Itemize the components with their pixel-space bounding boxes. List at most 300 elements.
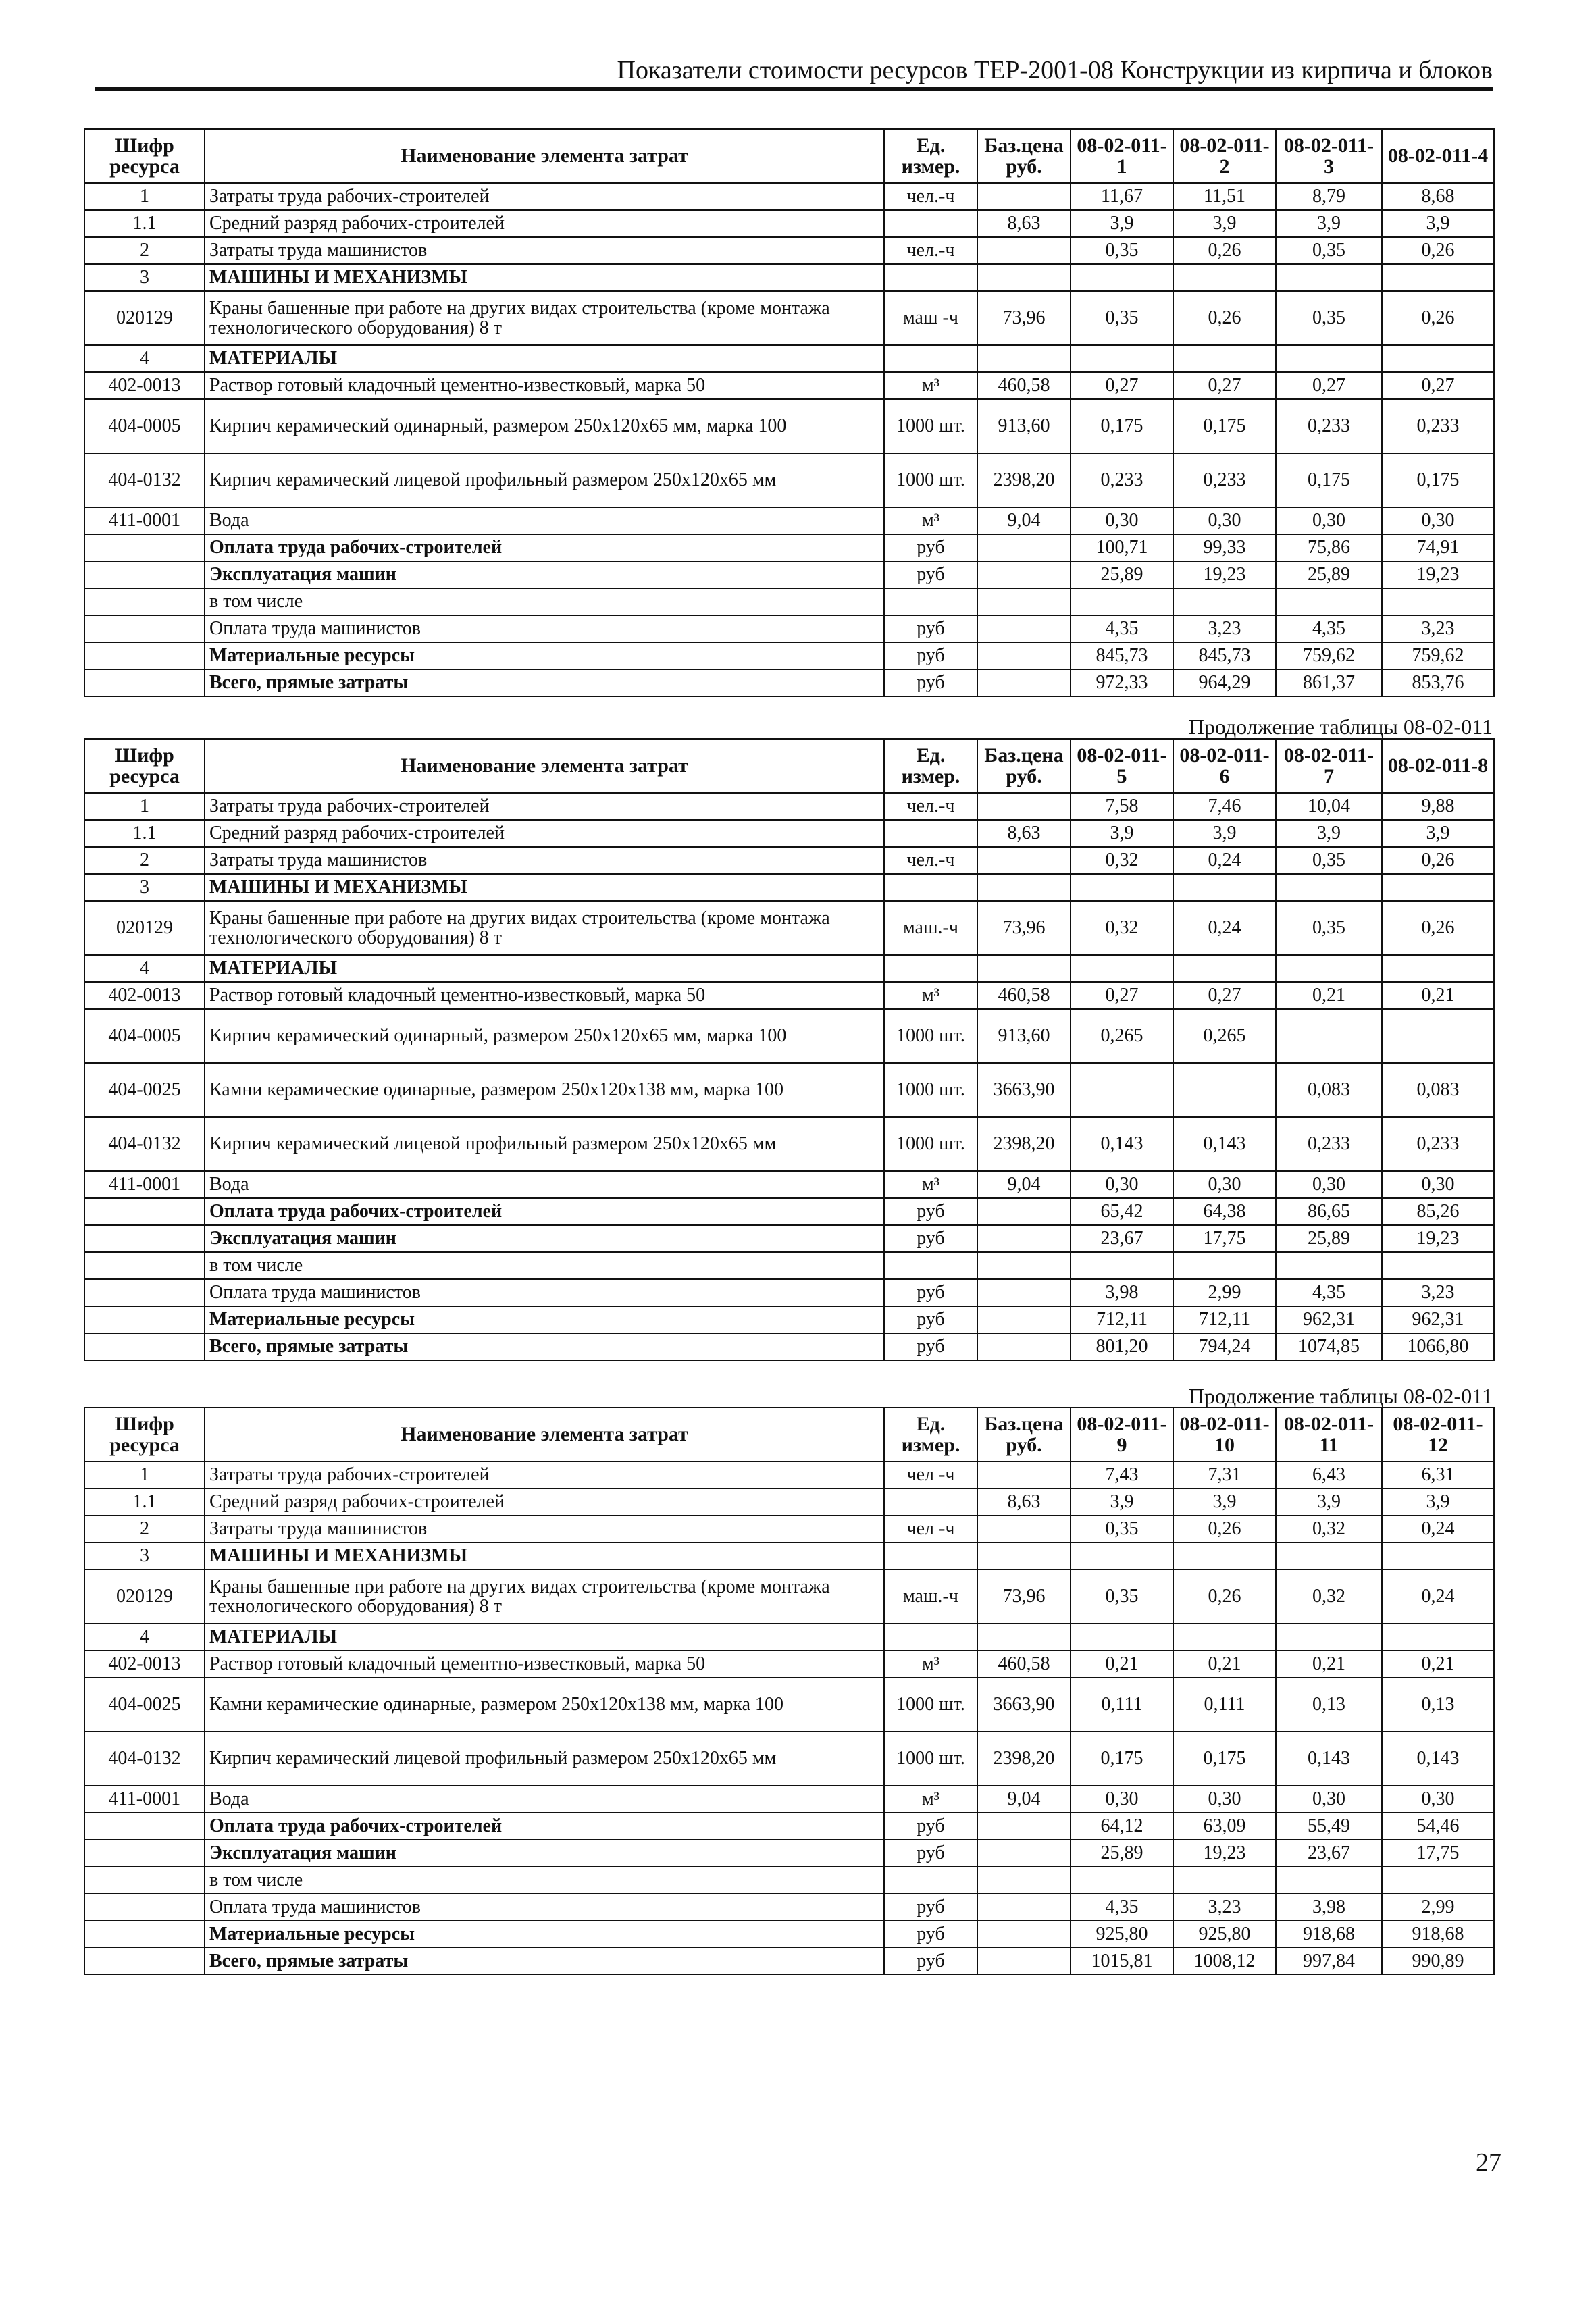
table-row — [84, 1732, 1494, 1786]
table-row — [84, 453, 1494, 507]
norm-value — [1071, 1624, 1173, 1651]
norm-value — [1276, 1867, 1382, 1894]
table-row — [84, 1225, 1494, 1252]
norm-value: 19,23 — [1173, 561, 1276, 588]
table-row — [84, 982, 1494, 1009]
header-norm-code: 08-02-011-7 — [1276, 739, 1382, 793]
cost-element-name: МАШИНЫ И МЕХАНИЗМЫ — [205, 1543, 884, 1570]
norm-value — [1173, 588, 1276, 615]
resource-code: 020129 — [84, 1570, 205, 1624]
resource-code — [84, 615, 205, 642]
resource-code: 4 — [84, 1624, 205, 1651]
unit-of-measure: 1000 шт. — [884, 1117, 977, 1171]
resource-code: 020129 — [84, 291, 205, 345]
base-price: 460,58 — [977, 372, 1071, 399]
norm-value: 0,26 — [1382, 901, 1494, 955]
norm-value — [1382, 874, 1494, 901]
norm-value: 0,175 — [1382, 453, 1494, 507]
norm-value: 4,35 — [1071, 1894, 1173, 1921]
norm-value: 0,21 — [1382, 1651, 1494, 1678]
norm-value: 25,89 — [1071, 1840, 1173, 1867]
base-price — [977, 1948, 1071, 1975]
norm-value: 8,68 — [1382, 183, 1494, 210]
norm-value: 7,31 — [1173, 1462, 1276, 1489]
header-code: Шифр ресурса — [84, 129, 205, 183]
header-unit: Ед. измер. — [884, 129, 977, 183]
resource-code — [84, 1813, 205, 1840]
table-row — [84, 507, 1494, 534]
resource-code: 4 — [84, 345, 205, 372]
norm-value: 0,35 — [1276, 901, 1382, 955]
norm-value: 99,33 — [1173, 534, 1276, 561]
header-norm-code: 08-02-011-9 — [1071, 1407, 1173, 1462]
resource-code: 404-0025 — [84, 1678, 205, 1732]
resource-code: 2 — [84, 1516, 205, 1543]
cost-element-name: Эксплуатация машин — [205, 1225, 884, 1252]
cost-element-name: Материальные ресурсы — [205, 642, 884, 669]
table-row — [84, 1333, 1494, 1360]
norm-value: 7,43 — [1071, 1462, 1173, 1489]
norm-value: 0,32 — [1276, 1516, 1382, 1543]
resource-code — [84, 1867, 205, 1894]
header-norm-code: 08-02-011-10 — [1173, 1407, 1276, 1462]
resource-code: 1.1 — [84, 210, 205, 237]
norm-value: 3,9 — [1382, 210, 1494, 237]
norm-value — [1382, 1543, 1494, 1570]
table-row — [84, 1009, 1494, 1063]
norm-value: 0,175 — [1173, 399, 1276, 453]
unit-of-measure: чел -ч — [884, 1462, 977, 1489]
base-price — [977, 1306, 1071, 1333]
unit-of-measure: руб — [884, 1333, 977, 1360]
base-price — [977, 847, 1071, 874]
norm-value: 0,175 — [1071, 399, 1173, 453]
table-row — [84, 1570, 1494, 1624]
header-norm-code: 08-02-011-8 — [1382, 739, 1494, 793]
table-row — [84, 210, 1494, 237]
norm-value — [1071, 874, 1173, 901]
unit-of-measure: руб — [884, 642, 977, 669]
base-price — [977, 1867, 1071, 1894]
unit-of-measure: чел -ч — [884, 1516, 977, 1543]
cost-element-name: Эксплуатация машин — [205, 1840, 884, 1867]
norm-value: 8,79 — [1276, 183, 1382, 210]
unit-of-measure: руб — [884, 1921, 977, 1948]
table-row — [84, 399, 1494, 453]
unit-of-measure: 1000 шт. — [884, 1678, 977, 1732]
base-price: 8,63 — [977, 210, 1071, 237]
resource-code — [84, 1198, 205, 1225]
norm-value: 3,23 — [1173, 1894, 1276, 1921]
cost-element-name: Раствор готовый кладочный цементно-известковый, марка 50 — [205, 982, 884, 1009]
resource-code: 1 — [84, 183, 205, 210]
norm-value: 0,27 — [1382, 372, 1494, 399]
table-row — [84, 1489, 1494, 1516]
cost-element-name: Затраты труда рабочих-строителей — [205, 1462, 884, 1489]
table-row — [84, 1543, 1494, 1570]
norm-value: 0,24 — [1173, 847, 1276, 874]
resource-code: 402-0013 — [84, 982, 205, 1009]
norm-value: 0,30 — [1173, 1786, 1276, 1813]
resource-code — [84, 1840, 205, 1867]
norm-value: 25,89 — [1276, 1225, 1382, 1252]
norm-value: 0,21 — [1276, 1651, 1382, 1678]
resource-code: 404-0025 — [84, 1063, 205, 1117]
norm-value: 100,71 — [1071, 534, 1173, 561]
norm-value: 0,35 — [1276, 291, 1382, 345]
norm-value: 85,26 — [1382, 1198, 1494, 1225]
header-name: Наименование элемента затрат — [205, 739, 884, 793]
table-row — [84, 669, 1494, 696]
unit-of-measure: 1000 шт. — [884, 1732, 977, 1786]
header-norm-code: 08-02-011-11 — [1276, 1407, 1382, 1462]
base-price — [977, 183, 1071, 210]
unit-of-measure: руб — [884, 1225, 977, 1252]
norm-value — [1071, 588, 1173, 615]
norm-value — [1173, 1624, 1276, 1651]
norm-value: 0,30 — [1173, 507, 1276, 534]
norm-value: 1015,81 — [1071, 1948, 1173, 1975]
resource-code: 404-0005 — [84, 399, 205, 453]
resource-code: 404-0132 — [84, 1117, 205, 1171]
resource-code — [84, 1333, 205, 1360]
resource-code: 402-0013 — [84, 1651, 205, 1678]
cost-element-name: Средний разряд рабочих-строителей — [205, 1489, 884, 1516]
table-row — [84, 874, 1494, 901]
norm-value: 0,24 — [1382, 1570, 1494, 1624]
unit-of-measure: чел.-ч — [884, 237, 977, 264]
header-norm-code: 08-02-011-6 — [1173, 739, 1276, 793]
header-norm-code: 08-02-011-3 — [1276, 129, 1382, 183]
norm-value: 0,35 — [1071, 291, 1173, 345]
header-name: Наименование элемента затрат — [205, 1407, 884, 1462]
norm-value: 925,80 — [1173, 1921, 1276, 1948]
norm-value: 712,11 — [1173, 1306, 1276, 1333]
resource-code: 2 — [84, 237, 205, 264]
norm-value: 63,09 — [1173, 1813, 1276, 1840]
cost-element-name: МАТЕРИАЛЫ — [205, 1624, 884, 1651]
cost-element-name: Затраты труда рабочих-строителей — [205, 183, 884, 210]
cost-element-name: Краны башенные при работе на других видах строительства (кроме монтажа технологического оборудования) 8 т — [205, 901, 884, 955]
resource-code — [84, 1306, 205, 1333]
cost-element-name: Краны башенные при работе на других видах строительства (кроме монтажа технологического оборудования) 8 т — [205, 1570, 884, 1624]
base-price: 913,60 — [977, 1009, 1071, 1063]
base-price — [977, 264, 1071, 291]
table-row — [84, 847, 1494, 874]
norm-value: 11,67 — [1071, 183, 1173, 210]
unit-of-measure: руб — [884, 1840, 977, 1867]
cost-element-name: Затраты труда машинистов — [205, 1516, 884, 1543]
norm-value: 0,32 — [1071, 901, 1173, 955]
table-row — [84, 372, 1494, 399]
table-row — [84, 820, 1494, 847]
norm-value — [1173, 345, 1276, 372]
norm-value: 0,26 — [1173, 237, 1276, 264]
table-row — [84, 1786, 1494, 1813]
cost-element-name: Кирпич керамический лицевой профильный размером 250х120х65 мм — [205, 1732, 884, 1786]
norm-value — [1071, 1867, 1173, 1894]
norm-value: 0,27 — [1276, 372, 1382, 399]
cost-element-name: Камни керамические одинарные, размером 250х120х138 мм, марка 100 — [205, 1063, 884, 1117]
cost-element-name: Краны башенные при работе на других видах строительства (кроме монтажа технологического оборудования) 8 т — [205, 291, 884, 345]
unit-of-measure: руб — [884, 1948, 977, 1975]
resource-code: 404-0132 — [84, 1732, 205, 1786]
unit-of-measure: м³ — [884, 1171, 977, 1198]
norm-value — [1173, 1543, 1276, 1570]
table-row — [84, 291, 1494, 345]
header-norm-code: 08-02-011-5 — [1071, 739, 1173, 793]
norm-value: 972,33 — [1071, 669, 1173, 696]
header-norm-code: 08-02-011-1 — [1071, 129, 1173, 183]
norm-value: 0,143 — [1173, 1117, 1276, 1171]
base-price: 8,63 — [977, 820, 1071, 847]
base-price — [977, 1462, 1071, 1489]
norm-value: 0,26 — [1173, 1516, 1276, 1543]
resource-code: 1.1 — [84, 1489, 205, 1516]
cost-element-name: Кирпич керамический лицевой профильный размером 250х120х65 мм — [205, 1117, 884, 1171]
norm-value: 962,31 — [1276, 1306, 1382, 1333]
norm-value: 0,30 — [1276, 1786, 1382, 1813]
unit-of-measure: м³ — [884, 982, 977, 1009]
norm-value: 3,9 — [1382, 820, 1494, 847]
header-rule — [95, 87, 1493, 91]
resource-code — [84, 588, 205, 615]
norm-value — [1071, 955, 1173, 982]
norm-value: 0,111 — [1071, 1678, 1173, 1732]
base-price — [977, 955, 1071, 982]
norm-value — [1173, 1867, 1276, 1894]
norm-value: 0,21 — [1276, 982, 1382, 1009]
norm-value: 6,31 — [1382, 1462, 1494, 1489]
cost-element-name: в том числе — [205, 588, 884, 615]
base-price — [977, 1624, 1071, 1651]
unit-of-measure — [884, 264, 977, 291]
norm-value: 853,76 — [1382, 669, 1494, 696]
norm-value: 0,30 — [1173, 1171, 1276, 1198]
unit-of-measure: чел.-ч — [884, 793, 977, 820]
norm-value — [1173, 1063, 1276, 1117]
table-row — [84, 237, 1494, 264]
norm-value: 11,51 — [1173, 183, 1276, 210]
table-header-row — [84, 1407, 1494, 1462]
table-row — [84, 264, 1494, 291]
base-price — [977, 588, 1071, 615]
norm-value: 0,30 — [1382, 507, 1494, 534]
norm-value: 918,68 — [1276, 1921, 1382, 1948]
norm-value: 861,37 — [1276, 669, 1382, 696]
cost-element-name: МАШИНЫ И МЕХАНИЗМЫ — [205, 264, 884, 291]
norm-value: 712,11 — [1071, 1306, 1173, 1333]
resource-code: 411-0001 — [84, 1786, 205, 1813]
table-row — [84, 345, 1494, 372]
norm-value: 997,84 — [1276, 1948, 1382, 1975]
unit-of-measure: руб — [884, 1813, 977, 1840]
unit-of-measure — [884, 588, 977, 615]
norm-value: 74,91 — [1382, 534, 1494, 561]
norm-value — [1276, 955, 1382, 982]
unit-of-measure: руб — [884, 1198, 977, 1225]
resource-code: 411-0001 — [84, 1171, 205, 1198]
cost-element-name: Оплата труда машинистов — [205, 1894, 884, 1921]
resource-code — [84, 1921, 205, 1948]
base-price — [977, 534, 1071, 561]
header-code: Шифр ресурса — [84, 1407, 205, 1462]
unit-of-measure — [884, 874, 977, 901]
table-row — [84, 1516, 1494, 1543]
norm-value: 759,62 — [1276, 642, 1382, 669]
norm-value: 0,233 — [1071, 453, 1173, 507]
resource-code — [84, 1948, 205, 1975]
norm-value: 0,26 — [1382, 237, 1494, 264]
table-row — [84, 1867, 1494, 1894]
table-row — [84, 901, 1494, 955]
norm-value: 3,9 — [1276, 210, 1382, 237]
norm-value: 0,35 — [1071, 1570, 1173, 1624]
table-row — [84, 793, 1494, 820]
page-title: Показатели стоимости ресурсов ТЕР-2001-08 Конструкции из кирпича и блоков — [617, 56, 1493, 84]
norm-value: 3,9 — [1071, 820, 1173, 847]
norm-value: 0,265 — [1071, 1009, 1173, 1063]
header-price: Баз.цена руб. — [977, 129, 1071, 183]
norm-value: 3,23 — [1382, 1279, 1494, 1306]
table-row — [84, 1813, 1494, 1840]
continuation-label-3: Продолжение таблицы 08-02-011 — [1188, 1384, 1493, 1408]
base-price — [977, 1333, 1071, 1360]
table-header-row — [84, 129, 1494, 183]
table-row — [84, 1651, 1494, 1678]
cost-element-name: МАТЕРИАЛЫ — [205, 955, 884, 982]
norm-value: 19,23 — [1382, 1225, 1494, 1252]
unit-of-measure — [884, 1252, 977, 1279]
unit-of-measure: руб — [884, 534, 977, 561]
base-price — [977, 345, 1071, 372]
resource-code: 402-0013 — [84, 372, 205, 399]
norm-value: 845,73 — [1173, 642, 1276, 669]
cost-element-name: в том числе — [205, 1252, 884, 1279]
norm-value: 0,30 — [1071, 1171, 1173, 1198]
base-price: 9,04 — [977, 507, 1071, 534]
resource-code: 020129 — [84, 901, 205, 955]
norm-value: 25,89 — [1071, 561, 1173, 588]
resource-code: 3 — [84, 1543, 205, 1570]
header-price: Баз.цена руб. — [977, 739, 1071, 793]
norm-value: 23,67 — [1276, 1840, 1382, 1867]
cost-element-name: Материальные ресурсы — [205, 1306, 884, 1333]
base-price: 2398,20 — [977, 1117, 1071, 1171]
norm-value: 25,89 — [1276, 561, 1382, 588]
norm-value: 6,43 — [1276, 1462, 1382, 1489]
table-row — [84, 1252, 1494, 1279]
unit-of-measure — [884, 210, 977, 237]
unit-of-measure: руб — [884, 1894, 977, 1921]
resource-code: 3 — [84, 874, 205, 901]
norm-value: 0,21 — [1382, 982, 1494, 1009]
norm-value: 0,233 — [1276, 1117, 1382, 1171]
norm-value: 2,99 — [1382, 1894, 1494, 1921]
norm-value: 3,9 — [1276, 820, 1382, 847]
unit-of-measure: руб — [884, 1279, 977, 1306]
resource-code — [84, 1252, 205, 1279]
unit-of-measure: м³ — [884, 507, 977, 534]
resource-code — [84, 642, 205, 669]
table-row — [84, 588, 1494, 615]
base-price — [977, 793, 1071, 820]
unit-of-measure: руб — [884, 1306, 977, 1333]
norm-value: 0,13 — [1276, 1678, 1382, 1732]
unit-of-measure: 1000 шт. — [884, 1063, 977, 1117]
norm-value: 0,27 — [1173, 982, 1276, 1009]
norm-value: 0,26 — [1382, 847, 1494, 874]
resource-code: 1 — [84, 1462, 205, 1489]
base-price: 3663,90 — [977, 1678, 1071, 1732]
norm-value — [1071, 345, 1173, 372]
cost-element-name: Затраты труда машинистов — [205, 237, 884, 264]
table-row — [84, 1624, 1494, 1651]
norm-value — [1382, 264, 1494, 291]
cost-element-name: МАШИНЫ И МЕХАНИЗМЫ — [205, 874, 884, 901]
resource-code — [84, 561, 205, 588]
norm-value: 3,98 — [1276, 1894, 1382, 1921]
cost-element-name: Средний разряд рабочих-строителей — [205, 820, 884, 847]
norm-value — [1071, 1063, 1173, 1117]
base-price: 8,63 — [977, 1489, 1071, 1516]
norm-value — [1071, 264, 1173, 291]
cost-element-name: Раствор готовый кладочный цементно-известковый, марка 50 — [205, 1651, 884, 1678]
norm-value: 4,35 — [1071, 615, 1173, 642]
cost-element-name: Вода — [205, 1171, 884, 1198]
norm-value: 0,24 — [1173, 901, 1276, 955]
header-code: Шифр ресурса — [84, 739, 205, 793]
norm-value: 54,46 — [1382, 1813, 1494, 1840]
table-row — [84, 1063, 1494, 1117]
cost-element-name: Материальные ресурсы — [205, 1921, 884, 1948]
norm-value — [1276, 264, 1382, 291]
unit-of-measure: чел.-ч — [884, 183, 977, 210]
norm-value: 0,143 — [1276, 1732, 1382, 1786]
norm-value: 3,9 — [1382, 1489, 1494, 1516]
cost-element-name: Кирпич керамический одинарный, размером 250х120х65 мм, марка 100 — [205, 1009, 884, 1063]
norm-value: 0,35 — [1071, 1516, 1173, 1543]
norm-value — [1276, 1009, 1382, 1063]
cost-element-name: Затраты труда машинистов — [205, 847, 884, 874]
norm-value: 3,9 — [1276, 1489, 1382, 1516]
base-price — [977, 1840, 1071, 1867]
norm-value: 0,233 — [1382, 399, 1494, 453]
norm-value: 845,73 — [1071, 642, 1173, 669]
norm-value: 19,23 — [1173, 1840, 1276, 1867]
base-price — [977, 1921, 1071, 1948]
base-price: 9,04 — [977, 1171, 1071, 1198]
norm-value: 0,32 — [1071, 847, 1173, 874]
norm-value: 4,35 — [1276, 1279, 1382, 1306]
unit-of-measure — [884, 1867, 977, 1894]
norm-value: 3,9 — [1071, 1489, 1173, 1516]
norm-value: 0,26 — [1382, 291, 1494, 345]
cost-table-1 — [84, 128, 1495, 697]
norm-value: 75,86 — [1276, 534, 1382, 561]
norm-value: 990,89 — [1382, 1948, 1494, 1975]
base-price: 2398,20 — [977, 1732, 1071, 1786]
norm-value: 794,24 — [1173, 1333, 1276, 1360]
norm-value: 918,68 — [1382, 1921, 1494, 1948]
cost-element-name: Оплата труда машинистов — [205, 615, 884, 642]
norm-value: 3,9 — [1173, 1489, 1276, 1516]
base-price — [977, 1198, 1071, 1225]
table-row — [84, 1171, 1494, 1198]
header-norm-code: 08-02-011-12 — [1382, 1407, 1494, 1462]
header-norm-code: 08-02-011-4 — [1382, 129, 1494, 183]
resource-code: 1.1 — [84, 820, 205, 847]
